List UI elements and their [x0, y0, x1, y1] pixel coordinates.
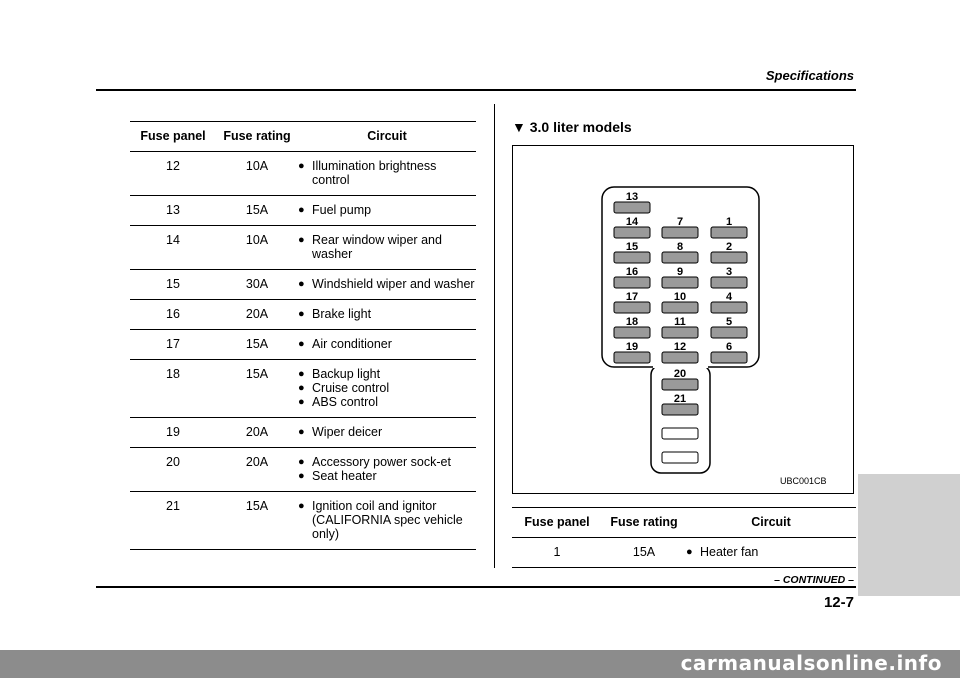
- bullet-icon: ●: [298, 278, 305, 290]
- bullet-icon: ●: [298, 368, 305, 380]
- fuse-panel-cell: 17: [130, 330, 216, 360]
- fuse-number-label: 13: [625, 191, 639, 203]
- fuse-number-label: 19: [625, 341, 639, 353]
- fuse-number-label: 14: [625, 216, 639, 228]
- figure-code: UBC001CB: [780, 476, 827, 486]
- table-row: [130, 418, 476, 448]
- circuit-text: Wiper deicer: [312, 425, 383, 439]
- fuse-slot: [662, 379, 698, 390]
- circuit-text: Illumination brightness control: [312, 159, 437, 187]
- circuit-item: [298, 499, 476, 541]
- circuit-text: Heater fan: [700, 545, 759, 559]
- circuit-item: [298, 469, 476, 483]
- fuse-table-left-body: [130, 152, 476, 550]
- circuit-item: [298, 455, 476, 469]
- circuit-cell: [298, 270, 476, 300]
- table-row: [130, 152, 476, 196]
- fuse-number-label: 11: [674, 316, 686, 328]
- fuse-rating-cell: 20A: [216, 418, 298, 448]
- fuse-number-label: 3: [725, 266, 733, 278]
- circuit-text: Backup light: [312, 367, 381, 381]
- fuse-rating-cell: 10A: [216, 152, 298, 196]
- table-row: [130, 448, 476, 492]
- fuse-number-label: 10: [673, 291, 687, 303]
- fuse-number-label: 18: [625, 316, 639, 328]
- circuit-item: [298, 233, 476, 261]
- fuse-number-label: 17: [625, 291, 639, 303]
- table-row: [130, 330, 476, 360]
- table-row: [130, 300, 476, 330]
- fuse-number-label: 15: [625, 241, 639, 253]
- circuit-text: Air conditioner: [312, 337, 392, 351]
- bullet-icon: ●: [686, 546, 693, 558]
- fuse-rating-cell: 15A: [216, 196, 298, 226]
- column-header-fuse-rating: Fuse rating: [216, 122, 298, 152]
- fuse-table-right-body: [512, 538, 856, 568]
- bullet-icon: ●: [298, 396, 305, 408]
- circuit-item: [298, 159, 476, 187]
- fuse-number-label: 12: [673, 341, 687, 353]
- bullet-icon: ●: [298, 234, 305, 246]
- spare-fuse-slot: [662, 428, 698, 439]
- fuse-slot: [711, 277, 747, 288]
- circuit-text: Windshield wiper and washer: [312, 277, 475, 291]
- table-row: [130, 270, 476, 300]
- circuit-text: ABS control: [312, 395, 379, 409]
- fuse-rating-cell: 30A: [216, 270, 298, 300]
- triangle-marker-icon: ▼: [512, 119, 526, 135]
- fuse-number-label: 7: [676, 216, 684, 228]
- fuse-slot: [662, 352, 698, 363]
- fuse-panel-cell: 1: [512, 538, 602, 568]
- fuse-table-left: [130, 121, 476, 550]
- continued-label: – CONTINUED –: [774, 574, 854, 586]
- fuse-panel-cell: 12: [130, 152, 216, 196]
- fuse-slot: [662, 227, 698, 238]
- bullet-icon: ●: [298, 456, 305, 468]
- bullet-icon: ●: [298, 308, 305, 320]
- fuse-number-label: 8: [676, 241, 684, 253]
- circuit-cell: [298, 360, 476, 418]
- watermark-text: carmanualsonline.info: [680, 651, 942, 675]
- circuit-cell: [298, 226, 476, 270]
- fuse-number-label: 6: [725, 341, 733, 353]
- bullet-icon: ●: [298, 500, 305, 512]
- fuse-slot: [711, 352, 747, 363]
- fuse-slot: [614, 277, 650, 288]
- section-title: Specifications: [765, 68, 854, 83]
- column-header-fuse-rating: Fuse rating: [602, 508, 686, 538]
- circuit-item: [298, 395, 476, 409]
- fuse-panel-cell: 16: [130, 300, 216, 330]
- column-header-fuse-panel: Fuse panel: [512, 508, 602, 538]
- fuse-slot: [662, 302, 698, 313]
- fuse-panel-cell: 18: [130, 360, 216, 418]
- fuse-number-label: 1: [725, 216, 733, 228]
- page-number: 12-7: [823, 594, 854, 611]
- footer-rule: [96, 586, 856, 588]
- watermark-bar: [0, 650, 960, 678]
- fuse-rating-cell: 20A: [216, 300, 298, 330]
- circuit-item: [686, 545, 856, 559]
- column-header-fuse-panel: Fuse panel: [130, 122, 216, 152]
- fuse-number-label: 20: [673, 368, 687, 380]
- fuse-panel-cell: 14: [130, 226, 216, 270]
- bullet-icon: ●: [298, 204, 305, 216]
- column-header-circuit: Circuit: [686, 508, 856, 538]
- circuit-text: Rear window wiper and washer: [312, 233, 442, 261]
- chapter-side-tab: [858, 474, 960, 596]
- circuit-cell: [298, 300, 476, 330]
- fuse-number-label: 21: [673, 393, 687, 405]
- circuit-item: [298, 277, 476, 291]
- fuse-rating-cell: 20A: [216, 448, 298, 492]
- fuse-table-right: [512, 507, 856, 568]
- bullet-icon: ●: [298, 470, 305, 482]
- fuse-panel-cell: 20: [130, 448, 216, 492]
- circuit-cell: [298, 492, 476, 550]
- fuse-slot: [711, 252, 747, 263]
- circuit-cell: [298, 448, 476, 492]
- table-row: [130, 196, 476, 226]
- fuse-diagram: [512, 145, 854, 494]
- fuse-rating-cell: 15A: [216, 492, 298, 550]
- fuse-panel-cell: 15: [130, 270, 216, 300]
- fuse-number-label: 5: [725, 316, 733, 328]
- circuit-text: Seat heater: [312, 469, 377, 483]
- circuit-cell: [298, 418, 476, 448]
- circuit-item: [298, 307, 476, 321]
- fuse-number-label: 9: [676, 266, 684, 278]
- fuse-number-label: 16: [625, 266, 639, 278]
- fuse-number-label: 4: [725, 291, 733, 303]
- table-row: [130, 492, 476, 550]
- circuit-item: [298, 425, 476, 439]
- fuse-slot: [614, 252, 650, 263]
- circuit-text: Ignition coil and ignitor (CALIFORNIA spec vehicle only): [312, 499, 463, 541]
- fuse-rating-cell: 15A: [602, 538, 686, 568]
- table-row: [130, 360, 476, 418]
- column-divider: [494, 104, 495, 568]
- table-row: [130, 226, 476, 270]
- fuse-slot: [662, 252, 698, 263]
- fuse-diagram-drawing: [513, 146, 853, 493]
- fuse-panel-cell: 21: [130, 492, 216, 550]
- fuse-panel-cell: 19: [130, 418, 216, 448]
- fuse-rating-cell: 10A: [216, 226, 298, 270]
- fuse-slot: [614, 352, 650, 363]
- fuse-slot: [711, 327, 747, 338]
- fuse-slot: [662, 327, 698, 338]
- fuse-slot: [711, 227, 747, 238]
- circuit-cell: [686, 538, 856, 568]
- fuse-slot: [662, 277, 698, 288]
- circuit-cell: [298, 196, 476, 226]
- circuit-cell: [298, 330, 476, 360]
- table-row: [512, 538, 856, 568]
- circuit-text: Accessory power sock-et: [312, 455, 451, 469]
- fuse-slot: [711, 302, 747, 313]
- column-header-circuit: Circuit: [298, 122, 476, 152]
- header-rule: [96, 89, 856, 91]
- fuse-slot: [614, 202, 650, 213]
- fuse-slot: [662, 404, 698, 415]
- circuit-item: [298, 337, 476, 351]
- circuit-cell: [298, 152, 476, 196]
- circuit-item: [298, 203, 476, 217]
- fuse-slot: [614, 227, 650, 238]
- bullet-icon: ●: [298, 382, 305, 394]
- circuit-item: [298, 367, 476, 381]
- circuit-text: Brake light: [312, 307, 372, 321]
- bullet-icon: ●: [298, 426, 305, 438]
- bullet-icon: ●: [298, 338, 305, 350]
- fuse-slot: [614, 327, 650, 338]
- spare-fuse-slot: [662, 452, 698, 463]
- section-heading-text: 3.0 liter models: [529, 119, 632, 135]
- bullet-icon: ●: [298, 160, 305, 172]
- fuse-rating-cell: 15A: [216, 360, 298, 418]
- fuse-slot: [614, 302, 650, 313]
- circuit-text: Fuel pump: [312, 203, 372, 217]
- fuse-number-label: 2: [725, 241, 733, 253]
- circuit-text: Cruise control: [312, 381, 390, 395]
- fuse-panel-cell: 13: [130, 196, 216, 226]
- section-heading: [512, 119, 632, 135]
- fuse-rating-cell: 15A: [216, 330, 298, 360]
- circuit-item: [298, 381, 476, 395]
